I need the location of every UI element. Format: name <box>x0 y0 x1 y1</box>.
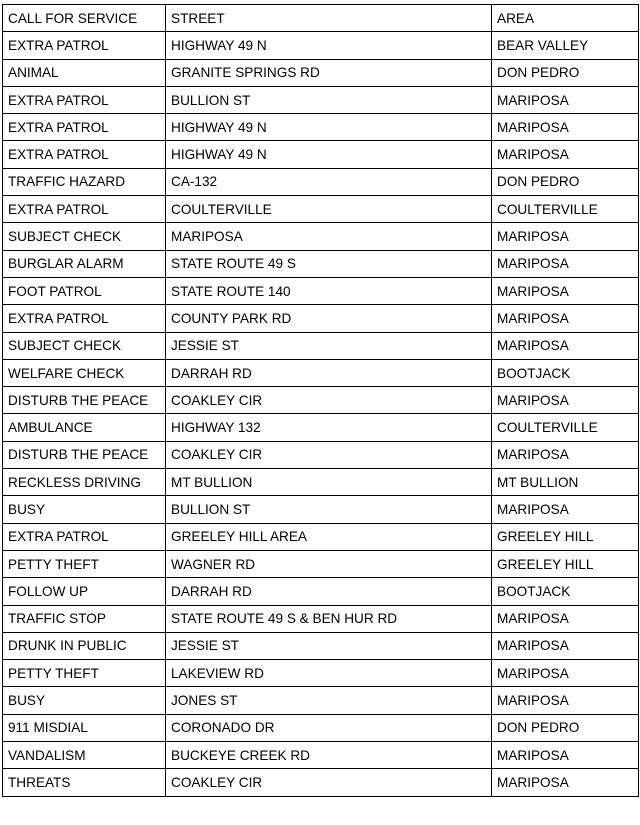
street-cell: HIGHWAY 132 <box>166 414 492 441</box>
call-type-cell: DISTURB THE PEACE <box>3 387 166 414</box>
table-row <box>3 578 639 605</box>
street-cell: DARRAH RD <box>166 578 492 605</box>
call-type-cell: DISTURB THE PEACE <box>3 441 166 468</box>
street-cell: STATE ROUTE 49 S <box>166 250 492 277</box>
header-call-for-service: CALL FOR SERVICE <box>3 5 166 32</box>
calls-table <box>2 4 639 797</box>
call-type-cell: SUBJECT CHECK <box>3 223 166 250</box>
call-type-cell: EXTRA PATROL <box>3 141 166 168</box>
call-type-cell: THREATS <box>3 769 166 796</box>
call-type-cell: ANIMAL <box>3 59 166 86</box>
street-cell: JESSIE ST <box>166 632 492 659</box>
area-cell: MT BULLION <box>492 469 639 496</box>
area-cell: GREELEY HILL <box>492 523 639 550</box>
header-area: AREA <box>492 5 639 32</box>
area-cell: MARIPOSA <box>492 250 639 277</box>
call-type-cell: DRUNK IN PUBLIC <box>3 632 166 659</box>
call-type-cell: TRAFFIC HAZARD <box>3 168 166 195</box>
table-row <box>3 141 639 168</box>
table-row <box>3 359 639 386</box>
street-cell: JESSIE ST <box>166 332 492 359</box>
street-cell: CA-132 <box>166 168 492 195</box>
call-type-cell: EXTRA PATROL <box>3 196 166 223</box>
area-cell: MARIPOSA <box>492 632 639 659</box>
area-cell: MARIPOSA <box>492 305 639 332</box>
area-cell: MARIPOSA <box>492 332 639 359</box>
call-type-cell: BUSY <box>3 496 166 523</box>
table-body <box>3 32 639 796</box>
street-cell: COAKLEY CIR <box>166 441 492 468</box>
call-type-cell: 911 MISDIAL <box>3 714 166 741</box>
area-cell: MARIPOSA <box>492 496 639 523</box>
street-cell: WAGNER RD <box>166 550 492 577</box>
area-cell: MARIPOSA <box>492 114 639 141</box>
area-cell: BEAR VALLEY <box>492 32 639 59</box>
street-cell: MT BULLION <box>166 469 492 496</box>
call-type-cell: EXTRA PATROL <box>3 86 166 113</box>
area-cell: MARIPOSA <box>492 660 639 687</box>
street-cell: COAKLEY CIR <box>166 387 492 414</box>
area-cell: MARIPOSA <box>492 387 639 414</box>
header-street: STREET <box>166 5 492 32</box>
street-cell: COULTERVILLE <box>166 196 492 223</box>
area-cell: MARIPOSA <box>492 86 639 113</box>
area-cell: BOOTJACK <box>492 359 639 386</box>
table-row <box>3 305 639 332</box>
street-cell: COAKLEY CIR <box>166 769 492 796</box>
table-row <box>3 59 639 86</box>
street-cell: JONES ST <box>166 687 492 714</box>
street-cell: GREELEY HILL AREA <box>166 523 492 550</box>
street-cell: LAKEVIEW RD <box>166 660 492 687</box>
area-cell: MARIPOSA <box>492 141 639 168</box>
call-type-cell: EXTRA PATROL <box>3 305 166 332</box>
area-cell: BOOTJACK <box>492 578 639 605</box>
street-cell: MARIPOSA <box>166 223 492 250</box>
table-row <box>3 742 639 769</box>
table-row <box>3 496 639 523</box>
table-row <box>3 550 639 577</box>
area-cell: MARIPOSA <box>492 223 639 250</box>
call-type-cell: SUBJECT CHECK <box>3 332 166 359</box>
call-type-cell: WELFARE CHECK <box>3 359 166 386</box>
call-type-cell: TRAFFIC STOP <box>3 605 166 632</box>
area-cell: MARIPOSA <box>492 742 639 769</box>
table-row <box>3 250 639 277</box>
table-row <box>3 660 639 687</box>
street-cell: STATE ROUTE 140 <box>166 277 492 304</box>
table-row <box>3 469 639 496</box>
call-type-cell: AMBULANCE <box>3 414 166 441</box>
table-row <box>3 86 639 113</box>
call-type-cell: FOOT PATROL <box>3 277 166 304</box>
street-cell: COUNTY PARK RD <box>166 305 492 332</box>
area-cell: MARIPOSA <box>492 687 639 714</box>
call-type-cell: BURGLAR ALARM <box>3 250 166 277</box>
area-cell: MARIPOSA <box>492 769 639 796</box>
street-cell: CORONADO DR <box>166 714 492 741</box>
area-cell: DON PEDRO <box>492 168 639 195</box>
area-cell: MARIPOSA <box>492 277 639 304</box>
call-type-cell: EXTRA PATROL <box>3 114 166 141</box>
area-cell: MARIPOSA <box>492 605 639 632</box>
call-type-cell: EXTRA PATROL <box>3 32 166 59</box>
table-row <box>3 114 639 141</box>
call-type-cell: FOLLOW UP <box>3 578 166 605</box>
street-cell: HIGHWAY 49 N <box>166 141 492 168</box>
call-type-cell: PETTY THEFT <box>3 550 166 577</box>
table-row <box>3 223 639 250</box>
table-row <box>3 277 639 304</box>
street-cell: BUCKEYE CREEK RD <box>166 742 492 769</box>
area-cell: DON PEDRO <box>492 714 639 741</box>
table-row <box>3 523 639 550</box>
table-row <box>3 32 639 59</box>
street-cell: BULLION ST <box>166 86 492 113</box>
call-type-cell: PETTY THEFT <box>3 660 166 687</box>
area-cell: DON PEDRO <box>492 59 639 86</box>
table-row <box>3 332 639 359</box>
table-row <box>3 714 639 741</box>
call-type-cell: RECKLESS DRIVING <box>3 469 166 496</box>
street-cell: STATE ROUTE 49 S & BEN HUR RD <box>166 605 492 632</box>
area-cell: MARIPOSA <box>492 441 639 468</box>
table-row <box>3 632 639 659</box>
call-type-cell: VANDALISM <box>3 742 166 769</box>
table-row <box>3 441 639 468</box>
table-row <box>3 387 639 414</box>
table-row <box>3 769 639 796</box>
table-row <box>3 605 639 632</box>
table-row <box>3 196 639 223</box>
street-cell: BULLION ST <box>166 496 492 523</box>
call-type-cell: EXTRA PATROL <box>3 523 166 550</box>
header-row <box>3 5 639 32</box>
area-cell: GREELEY HILL <box>492 550 639 577</box>
call-type-cell: BUSY <box>3 687 166 714</box>
street-cell: HIGHWAY 49 N <box>166 32 492 59</box>
street-cell: DARRAH RD <box>166 359 492 386</box>
table-row <box>3 414 639 441</box>
area-cell: COULTERVILLE <box>492 196 639 223</box>
table-row <box>3 168 639 195</box>
area-cell: COULTERVILLE <box>492 414 639 441</box>
table-row <box>3 687 639 714</box>
street-cell: HIGHWAY 49 N <box>166 114 492 141</box>
street-cell: GRANITE SPRINGS RD <box>166 59 492 86</box>
